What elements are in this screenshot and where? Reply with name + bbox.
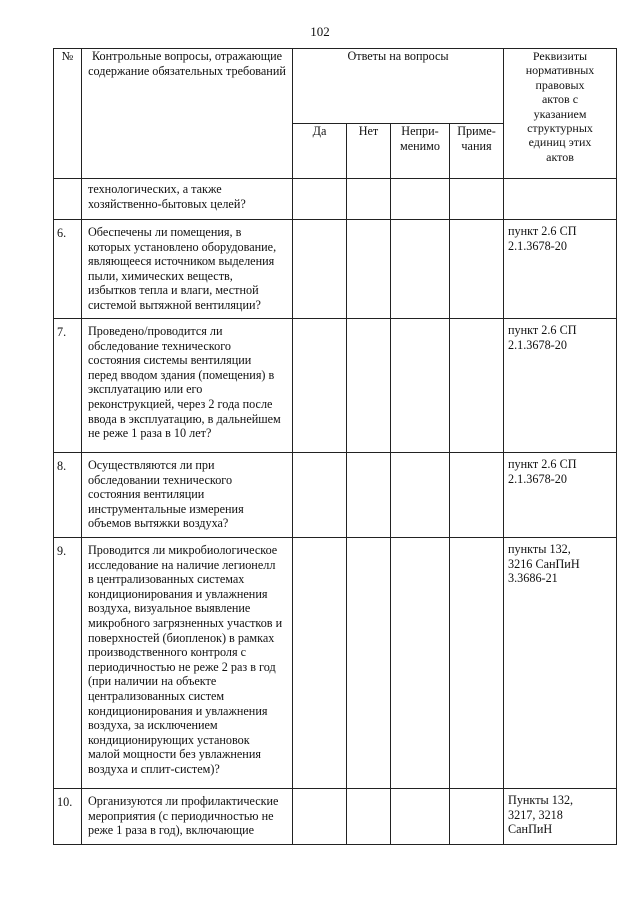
row-requisites: пункт 2.6 СП 2.1.3678-20 <box>504 220 617 319</box>
header-answers: Ответы на вопросы <box>293 49 504 124</box>
header-not-applicable: Непри- менимо <box>391 124 450 179</box>
table-row <box>54 179 617 220</box>
answer-note-cell <box>450 453 504 538</box>
answer-yes-cell <box>293 220 347 319</box>
row-question: Проведено/проводится ли обследование технического состояния системы вентиляции перед вводом здания (помещения) в эксплуатацию или его реконструкцией, через 2 года после ввода в эксплуатацию, в дальнейшем не реже 1 раза в 10 лет? <box>82 319 293 453</box>
row-question: Проводится ли микробиологическое исследование на наличие легионелл в централизованных системах кондиционирования и увлажнения воздуха, визуальное выявление микробного загрязненных участков и поверхностей (биопленок) в рамках производственного контроля с периодичностью не реже 2 раз в год (при наличии на объекте централизованных систем кондиционирования и увлажнения воздуха, за исключением кондиционирующих установок малой мощности без увлажнения воздуха и сплит-систем)? <box>82 538 293 789</box>
answer-no-cell <box>347 179 391 220</box>
answer-yes-cell <box>293 789 347 845</box>
answer-note-cell <box>450 220 504 319</box>
header-yes: Да <box>293 124 347 179</box>
answer-no-cell <box>347 453 391 538</box>
answer-note-cell <box>450 538 504 789</box>
page-number: 102 <box>310 24 330 39</box>
header-requisites: Реквизиты нормативных правовых актов с указанием структурных единиц этих актов <box>504 49 617 179</box>
table-row <box>54 789 617 845</box>
answer-not-applicable-cell <box>391 179 450 220</box>
table-row <box>54 220 617 319</box>
row-question: Осуществляются ли при обследовании технического состояния вентиляции инструментальные измерения объемов вытяжки воздуха? <box>82 453 293 538</box>
answer-note-cell <box>450 789 504 845</box>
answer-not-applicable-cell <box>391 789 450 845</box>
answer-no-cell <box>347 319 391 453</box>
row-number: 7. <box>54 319 82 453</box>
row-requisites <box>504 179 617 220</box>
table-row <box>54 538 617 789</box>
answer-not-applicable-cell <box>391 319 450 453</box>
row-question: технологических, а также хозяйственно-бытовых целей? <box>82 179 293 220</box>
answer-yes-cell <box>293 538 347 789</box>
header-number: № <box>54 49 82 179</box>
checklist-table <box>53 48 617 845</box>
row-question: Обеспечены ли помещения, в которых установлено оборудование, являющееся источником выделения пыли, химических веществ, избытков тепла и влаги, местной системой вытяжной вентиляции? <box>82 220 293 319</box>
answer-note-cell <box>450 319 504 453</box>
answer-no-cell <box>347 538 391 789</box>
table-row <box>54 453 617 538</box>
row-requisites: Пункты 132, 3217, 3218 СанПиН <box>504 789 617 845</box>
header-question: Контрольные вопросы, отражающие содержание обязательных требований <box>82 49 293 179</box>
row-requisites: пункт 2.6 СП 2.1.3678-20 <box>504 319 617 453</box>
header-no: Нет <box>347 124 391 179</box>
answer-yes-cell <box>293 179 347 220</box>
answer-no-cell <box>347 220 391 319</box>
row-number: 10. <box>54 789 82 845</box>
row-requisites: пункт 2.6 СП 2.1.3678-20 <box>504 453 617 538</box>
header-row-top <box>54 49 617 124</box>
answer-yes-cell <box>293 319 347 453</box>
row-number: 9. <box>54 538 82 789</box>
answer-not-applicable-cell <box>391 538 450 789</box>
row-question: Организуются ли профилактические мероприятия (с периодичностью не реже 1 раза в год), включающие <box>82 789 293 845</box>
answer-not-applicable-cell <box>391 220 450 319</box>
answer-not-applicable-cell <box>391 453 450 538</box>
table-row <box>54 319 617 453</box>
row-number: 6. <box>54 220 82 319</box>
row-number <box>54 179 82 220</box>
header-note: Приме- чания <box>450 124 504 179</box>
row-number: 8. <box>54 453 82 538</box>
answer-note-cell <box>450 179 504 220</box>
answer-no-cell <box>347 789 391 845</box>
answer-yes-cell <box>293 453 347 538</box>
row-requisites: пункты 132, 3216 СанПиН 3.3686-21 <box>504 538 617 789</box>
